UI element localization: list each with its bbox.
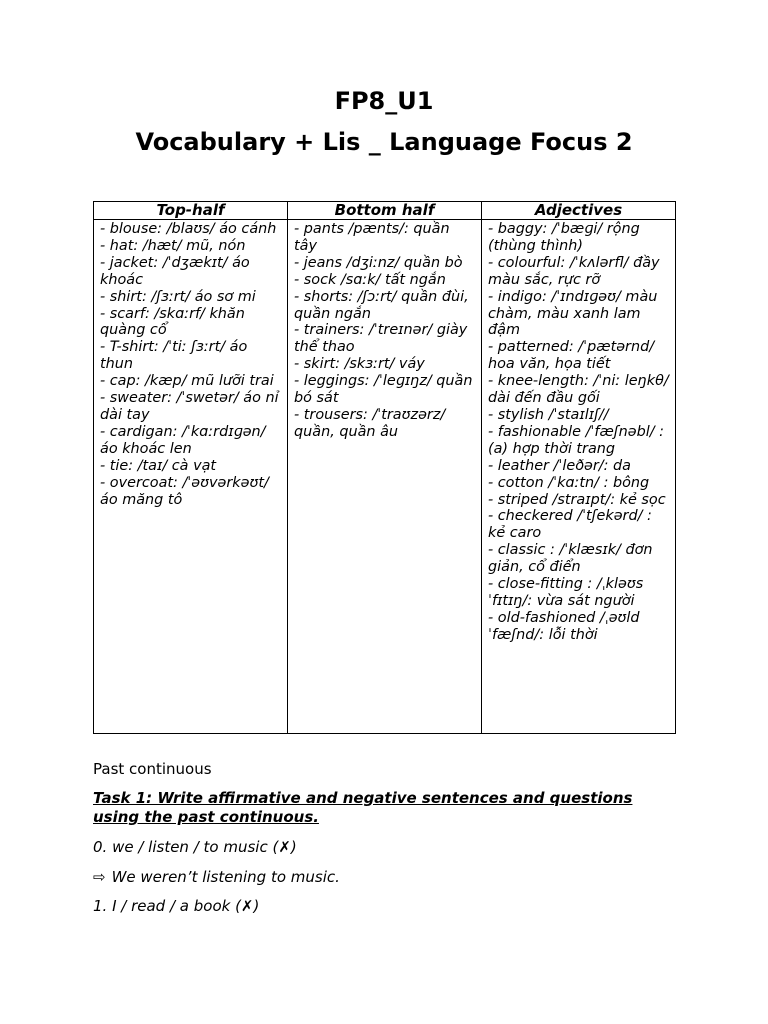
list-item: - leggings: /ˈleɡɪŋz/ quần bó sát: [294, 373, 473, 407]
list-item: - colourful: /ˈkʌlərfl/ đầy màu sắc, rực rỡ: [488, 254, 660, 288]
list-item: - knee-length: /ˈniː leŋkθ/ dài đến đầu gối: [488, 373, 669, 407]
list-item: - jeans /dʒiːnz/ quần bò: [294, 254, 463, 271]
list-item: - baggy: /ˈbæɡi/ rộng (thùng thình): [488, 221, 640, 254]
list-item: - skirt: /skɜːrt/ váy: [294, 356, 425, 373]
adjectives-cell: [482, 220, 676, 734]
list-item: - checkered /ˈtʃekərd/ : kẻ caro: [488, 508, 652, 542]
vocabulary-table: [93, 201, 676, 734]
exercise-item: 1. I / read / a book (✗): [93, 897, 260, 915]
list-item: - close-fitting : /ˌkləʊs ˈfɪtɪŋ/: vừa sát người: [488, 576, 644, 609]
arrow-right-outline-icon: ⇨: [93, 868, 106, 886]
list-item: - pants /pænts/: quần tây: [294, 221, 450, 254]
column-header-bottom-half: Bottom half: [288, 202, 482, 220]
list-item: - indigo: /ˈɪndɪɡəʊ/ màu chàm, màu xanh lam đậm: [488, 288, 658, 339]
column-header-top-half: Top-half: [94, 202, 288, 220]
page-title: Vocabulary + Lis _ Language Focus 2: [135, 128, 633, 156]
example-answer: [93, 868, 340, 886]
unit-code: FP8_U1: [334, 87, 434, 115]
list-item: - shorts: /ʃɔːrt/ quần đùi, quần ngắn: [294, 288, 469, 322]
column-header-adjectives: Adjectives: [482, 202, 676, 220]
list-item: - trousers: /ˈtraʊzərz/ quần, quần âu: [294, 406, 446, 440]
list-item: - tie: /taɪ/ cà vạt: [100, 457, 217, 474]
top-half-cell: [94, 220, 288, 734]
list-item: - cap: /kæp/ mũ lưỡi trai: [100, 373, 274, 390]
table-row: [94, 220, 676, 734]
list-item: - cardigan: /ˈkɑːrdɪɡən/ áo khoác len: [100, 423, 266, 457]
table-header-row: [94, 202, 676, 220]
list-item: - old-fashioned /ˌəʊld ˈfæʃnd/: lỗi thời: [488, 609, 640, 643]
task-instruction: Task 1: Write affirmative and negative sentences and questions using the past continuous.: [93, 789, 633, 826]
section-heading: Past continuous: [93, 760, 212, 778]
list-item: - jacket: /ˈdʒækɪt/ áo khoác: [100, 254, 250, 288]
list-item: - blouse: /blaʊs/ áo cánh: [100, 221, 277, 237]
list-item: - T-shirt: /ˈtiː ʃɜːrt/ áo thun: [100, 339, 248, 373]
list-item: - cotton /ˈkɑːtn/ : bông: [488, 474, 650, 491]
example-answer-text: We weren’t listening to music.: [111, 868, 340, 886]
list-item: - sock /sɑːk/ tất ngắn: [294, 271, 446, 288]
list-item: - classic : /ˈklæsɪk/ đơn giản, cổ điển: [488, 542, 653, 576]
list-item: - overcoat: /ˈəʊvərkəʊt/ áo măng tô: [100, 474, 269, 508]
list-item: - patterned: /ˈpætərnd/ hoa văn, họa tiết: [488, 339, 655, 373]
list-item: - hat: /hæt/ mũ, nón: [100, 237, 246, 254]
list-item: - leather /ˈleðər/: da: [488, 457, 631, 474]
list-item: - striped /straɪpt/: kẻ sọc: [488, 491, 666, 508]
list-item: - shirt: /ʃɜːrt/ áo sơ mi: [100, 288, 256, 305]
list-item: - scarf: /skɑːrf/ khăn quàng cổ: [100, 305, 245, 339]
list-item: - sweater: /ˈswetər/ áo nỉ dài tay: [100, 390, 279, 423]
list-item: - stylish /ˈstaɪlɪʃ//: [488, 406, 609, 423]
bottom-half-cell: [288, 220, 482, 734]
list-item: - fashionable /ˈfæʃnəbl/ : (a) hợp thời trang: [488, 423, 664, 457]
list-item: - trainers: /ˈtreɪnər/ giày thể thao: [294, 322, 468, 356]
example-prompt: 0. we / listen / to music (✗): [93, 838, 297, 856]
